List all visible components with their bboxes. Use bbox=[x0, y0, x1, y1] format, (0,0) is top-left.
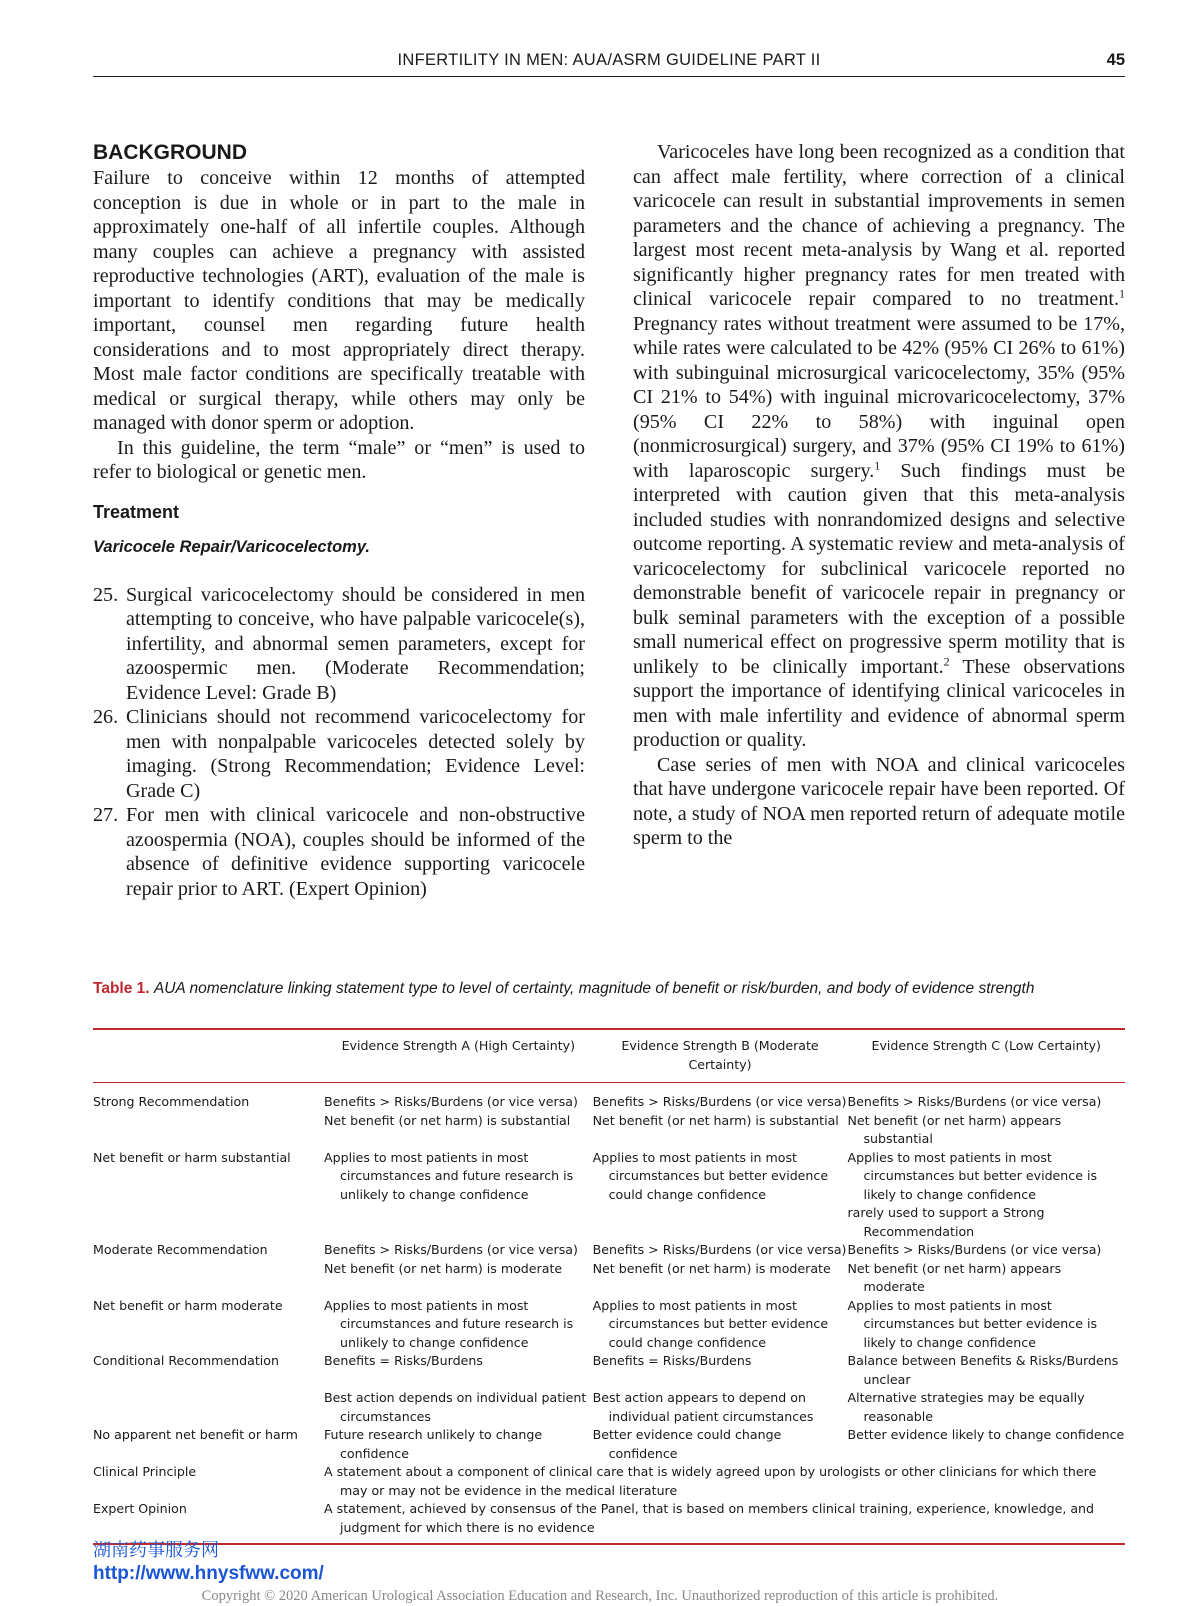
statement-number: 27. bbox=[93, 804, 119, 826]
cell-strength-a bbox=[324, 1352, 593, 1389]
statement-26 bbox=[93, 705, 585, 803]
right-column bbox=[633, 140, 1125, 851]
cell-text: Net benefit (or net harm) appears substantial bbox=[847, 1112, 1062, 1146]
cell-text: Applies to most patients in most circumstances but better evidence is likely to change confidence bbox=[847, 1149, 1098, 1202]
cell-strength-b bbox=[593, 1297, 848, 1353]
cell-text: Better evidence likely to change confidence bbox=[847, 1427, 1125, 1442]
cell-text: Alternative strategies may be equally reasonable bbox=[847, 1390, 1085, 1424]
copyright-notice: Copyright © 2020 American Urological Association Education and Research, Inc. Unauthorized reproduction of this article is prohibited. bbox=[201, 1588, 999, 1604]
cell-strength-c bbox=[847, 1389, 1125, 1426]
cell-text: Benefits > Risks/Burdens (or vice versa) bbox=[592, 1242, 847, 1257]
cell-text: Best action depends on individual patient circumstances bbox=[324, 1390, 587, 1424]
cell-text: Net benefit (or net harm) is moderate bbox=[592, 1260, 831, 1276]
statement-text: Clinicians should not recommend varicocelectomy for men with nonpalpable varicoceles detected solely by imaging. (Strong Recommendation; Evidence Level: Grade C) bbox=[126, 706, 585, 802]
table-row bbox=[93, 1352, 1125, 1389]
cell-text: Benefits = Risks/Burdens bbox=[592, 1353, 752, 1368]
running-header bbox=[93, 48, 1125, 77]
cell-text: Best action appears to depend on individual patient circumstances bbox=[592, 1390, 814, 1424]
cell-strength-a bbox=[324, 1241, 593, 1297]
statement-text: For men with clinical varicocele and non-obstructive azoospermia (NOA), couples should be informed of the absence of definitive evidence supporting varicocele repair prior to ART. (Expert Opinion) bbox=[126, 804, 585, 900]
table-label: Table 1. bbox=[93, 980, 150, 997]
watermark-chinese-text: 湖南药事服务网 bbox=[93, 1540, 219, 1561]
cell-strength-a bbox=[324, 1083, 593, 1149]
guideline-statements bbox=[93, 583, 585, 902]
cell-strength-b bbox=[593, 1241, 848, 1297]
cell-text: rarely used to support a Strong Recommendation bbox=[847, 1205, 1045, 1239]
table-caption bbox=[93, 978, 1125, 999]
cell-strength-a bbox=[324, 1149, 593, 1242]
cell-strength-c bbox=[847, 1352, 1125, 1389]
statement-number: 25. bbox=[93, 583, 119, 606]
cell-strength-b bbox=[593, 1389, 848, 1426]
background-paragraph-2: In this guideline, the term “male” or “men” is used to refer to biological or genetic men. bbox=[93, 436, 585, 483]
watermark bbox=[93, 1540, 324, 1586]
cell-text: A statement about a component of clinical care that is widely agreed upon by urologists or other clinicians for which there may or may not be evidence in the medical literature bbox=[324, 1464, 1097, 1498]
text-run: These observations support the importance of identifying clinical varicoceles in men with male infertility and evidence of abnormal sperm production or quality. bbox=[633, 655, 1125, 751]
citation-ref[interactable]: 1 bbox=[874, 457, 881, 472]
table-row bbox=[93, 1241, 1125, 1297]
row-label: Strong Recommendation bbox=[93, 1094, 250, 1109]
cell-strength-c bbox=[847, 1241, 1125, 1297]
row-label bbox=[93, 1389, 324, 1426]
table-row bbox=[93, 1463, 1125, 1500]
cell-text: Future research unlikely to change confidence bbox=[324, 1427, 543, 1461]
varicocele-paragraph-2: Case series of men with NOA and clinical varicoceles that have undergone varicocele repair have been reported. Of note, a study of NOA men reported return of adequate motile sperm to the bbox=[633, 753, 1125, 849]
row-label: Moderate Recommendation bbox=[93, 1242, 268, 1257]
row-label: Clinical Principle bbox=[93, 1464, 197, 1479]
row-label: No apparent net benefit or harm bbox=[93, 1427, 298, 1442]
table-row bbox=[93, 1297, 1125, 1353]
varicocele-paragraph-1 bbox=[633, 140, 1125, 753]
row-label: Conditional Recommendation bbox=[93, 1353, 279, 1368]
row-label: Expert Opinion bbox=[93, 1501, 187, 1516]
cell-text: Applies to most patients in most circumstances but better evidence could change confidence bbox=[592, 1297, 829, 1350]
subsubheading-varicocele: Varicocele Repair/Varicocelectomy. bbox=[93, 537, 370, 556]
cell-strength-a bbox=[324, 1426, 593, 1463]
cell-strength-a bbox=[324, 1297, 593, 1353]
cell-text: Benefits > Risks/Burdens (or vice versa) bbox=[592, 1094, 847, 1109]
cell-strength-b bbox=[593, 1352, 848, 1389]
section-heading-background: BACKGROUND bbox=[93, 141, 247, 164]
citation-ref[interactable]: 2 bbox=[943, 653, 950, 668]
cell-text: Balance between Benefits & Risks/Burdens unclear bbox=[847, 1353, 1119, 1387]
table-row bbox=[93, 1389, 1125, 1426]
table-caption-text: AUA nomenclature linking statement type to level of certainty, magnitude of benefit or risk/burden, and body of evidence strength bbox=[153, 980, 1035, 997]
statement-text: Surgical varicocelectomy should be considered in men attempting to conceive, who have palpable varicocele(s), infertility, and abnormal semen parameters, except for azoospermic men. (Moderate Recommendation; Evidence Level: Grade B) bbox=[126, 583, 585, 704]
cell-strength-c bbox=[847, 1149, 1125, 1242]
running-title: INFERTILITY IN MEN: AUA/ASRM GUIDELINE PART II bbox=[397, 51, 821, 69]
cell-strength-c bbox=[847, 1426, 1125, 1463]
table-row bbox=[93, 1083, 1125, 1149]
background-paragraph-1: Failure to conceive within 12 months of attempted conception is due in whole or in part to the male in approximately one-half of all infertile couples. Although many couples can achieve a pregnancy with assisted reproductive technologies (ART), evaluation of the male is important to identify conditions that may be medically important, counsel men regarding future health considerations and to most appropriately direct therapy. Most male factor conditions are specifically treatable with medical or surgical therapy, while others may only be managed with donor sperm or adoption. bbox=[93, 167, 585, 434]
table-row bbox=[93, 1500, 1125, 1544]
cell-text: Benefits > Risks/Burdens (or vice versa) bbox=[324, 1242, 578, 1257]
cell-text: Applies to most patients in most circumstances but better evidence could change confidence bbox=[592, 1149, 829, 1202]
cell-strength-c bbox=[847, 1297, 1125, 1353]
cell-text: Net benefit (or net harm) is moderate bbox=[324, 1260, 563, 1276]
cell-text: Benefits > Risks/Burdens (or vice versa) bbox=[847, 1242, 1102, 1257]
cell-text: Net benefit (or net harm) is substantial bbox=[592, 1112, 839, 1128]
text-run: Pregnancy rates without treatment were assumed to be 17%, while rates were calculated to be 42% (95% CI 26% to 61%) with subinguinal microsurgical varicocelectomy, 35% (95% CI 21% to 54%) with inguinal microvaricocelectomy, 37% (95% CI 22% to 58%) with inguinal open (nonmicrosurgical) surgery, and 37% (95% CI 19% to 61%) with laparoscopic surgery. bbox=[633, 312, 1125, 482]
cell-text: Better evidence could change confidence bbox=[592, 1427, 782, 1461]
cell-strength-a bbox=[324, 1389, 593, 1426]
citation-ref[interactable]: 1 bbox=[1119, 286, 1125, 301]
cell-text: Applies to most patients in most circumstances but better evidence is likely to change confidence bbox=[847, 1297, 1098, 1350]
cell-text: Benefits = Risks/Burdens bbox=[324, 1353, 483, 1368]
watermark-url-link[interactable]: http://www.hnysfww.com/ bbox=[93, 1563, 324, 1584]
cell-strength-c bbox=[847, 1083, 1125, 1149]
cell-text: Applies to most patients in most circumstances and future research is unlikely to change confidence bbox=[324, 1149, 574, 1202]
table-header-row bbox=[93, 1029, 1125, 1083]
table-row bbox=[93, 1426, 1125, 1463]
table-row bbox=[93, 1149, 1125, 1242]
cell-strength-b bbox=[593, 1426, 848, 1463]
cell-strength-b bbox=[593, 1149, 848, 1242]
left-column bbox=[93, 140, 585, 901]
cell-strength-b bbox=[593, 1083, 848, 1149]
cell-span bbox=[324, 1500, 1125, 1544]
row-label: Net benefit or harm substantial bbox=[93, 1149, 291, 1165]
subheading-treatment: Treatment bbox=[93, 501, 180, 522]
text-run: Varicoceles have long been recognized as a condition that can affect male fertility, where correction of a clinical varicocele can result in substantial improvements in semen parameters and the chance of achieving a pregnancy. The largest most recent meta-analysis by Wang et al. reported significantly higher pregnancy rates for men treated with clinical varicocele repair compared to no treatment. bbox=[633, 141, 1125, 310]
cell-text: Benefits > Risks/Burdens (or vice versa) bbox=[847, 1094, 1102, 1109]
cell-text: Applies to most patients in most circumstances and future research is unlikely to change confidence bbox=[324, 1297, 574, 1350]
statement-27 bbox=[93, 803, 585, 901]
cell-text: Benefits > Risks/Burdens (or vice versa) bbox=[324, 1094, 578, 1109]
cell-text: Net benefit (or net harm) is substantial bbox=[324, 1112, 571, 1128]
cell-span bbox=[324, 1463, 1125, 1500]
statement-25 bbox=[93, 583, 585, 706]
header-strength-a: Evidence Strength A (High Certainty) bbox=[324, 1029, 593, 1083]
statement-number: 26. bbox=[93, 706, 119, 728]
page-number: 45 bbox=[1106, 51, 1125, 69]
header-strength-c: Evidence Strength C (Low Certainty) bbox=[847, 1029, 1125, 1083]
row-label: Net benefit or harm moderate bbox=[93, 1297, 283, 1313]
text-run: Such findings must be interpreted with caution given that this meta-analysis included studies with nonrandomized designs and selective outcome reporting. A systematic review and meta-analysis of varicocelectomy for subclinical varicocele reported no demonstrable benefit of varicocele repair in pregnancy or bulk seminal parameters with the exception of a possible small numerical effect on progressive sperm motility that is unlikely to be clinically important. bbox=[633, 459, 1125, 678]
cell-text: A statement, achieved by consensus of the Panel, that is based on members clinical training, experience, knowledge, and judgment for which there is no evidence bbox=[324, 1501, 1095, 1535]
cell-text: Net benefit (or net harm) appears moderate bbox=[847, 1260, 1062, 1294]
header-empty bbox=[93, 1029, 324, 1083]
evidence-table bbox=[93, 1028, 1125, 1545]
header-strength-b: Evidence Strength B (Moderate Certainty) bbox=[593, 1029, 848, 1083]
